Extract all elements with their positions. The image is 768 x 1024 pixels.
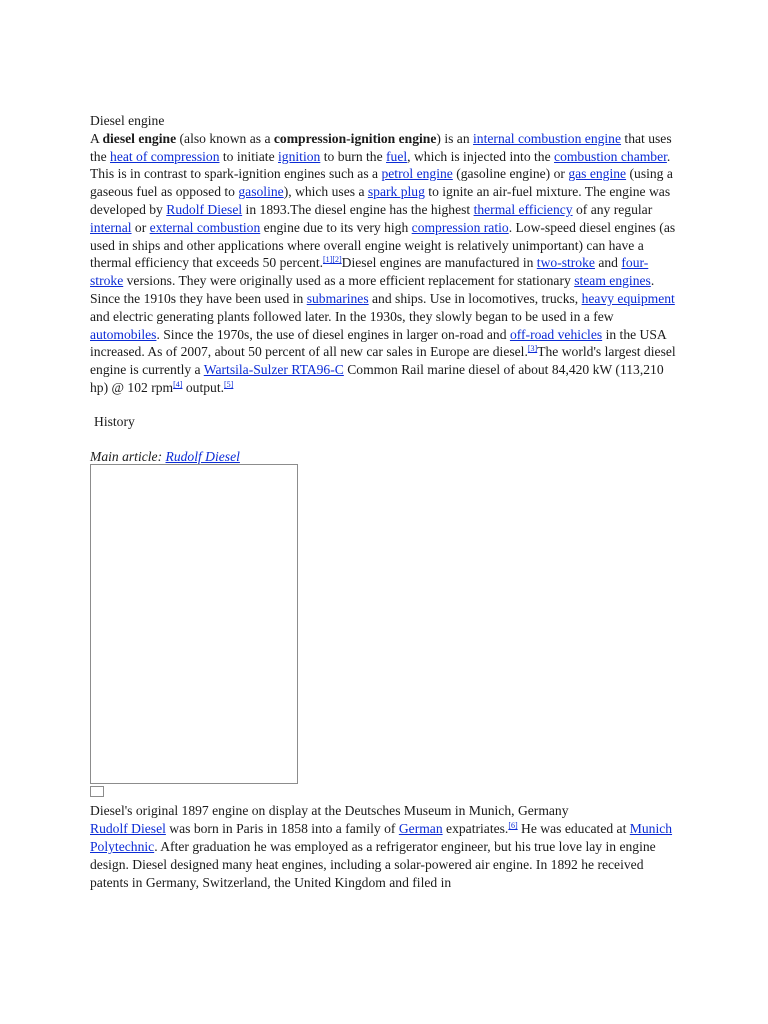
text: output. — [182, 379, 224, 395]
citation-4[interactable]: [4] — [173, 379, 183, 389]
text: and ships. Use in locomotives, trucks, — [368, 290, 582, 306]
citation-3[interactable]: [3] — [527, 344, 538, 354]
section-heading-history: History — [94, 413, 135, 429]
link-four-stroke[interactable]: four-stroke — [90, 255, 649, 289]
text: in the USA increased. As of 2007, about 50 percent of all new car sales in Europe are diesel. — [90, 326, 666, 360]
link-external-combustion[interactable]: external combustion — [149, 219, 261, 235]
text: of any regular — [572, 201, 653, 217]
engine-figure — [90, 464, 298, 802]
text: , which is injected into the — [407, 148, 555, 164]
link-steam-engines[interactable]: steam engines — [574, 273, 651, 289]
figure-caption: Diesel's original 1897 engine on display at the Deutsches Museum in Munich, Germany — [90, 803, 569, 819]
text: versions. They were originally used as a more efficient replacement for stationary — [123, 273, 575, 289]
text: that uses the — [90, 130, 672, 164]
link-munich-polytechnic[interactable]: Munich Polytechnic — [90, 821, 673, 854]
text: . Since the 1970s, the use of diesel engines in larger on-road and — [156, 326, 510, 342]
text: . Since the 1910s they have been used in — [90, 273, 655, 306]
link-two-stroke[interactable]: two-stroke — [536, 255, 595, 271]
page-title: Diesel engine — [90, 113, 165, 128]
text: Common Rail marine diesel of about 84,420 kW (113,210 hp) @ 102 rpm — [90, 362, 664, 395]
link-main-article-rudolf-diesel[interactable]: Rudolf Diesel — [165, 448, 240, 464]
text: ) is an — [436, 130, 474, 146]
text: was born in Paris in 1858 into a family of — [165, 821, 399, 837]
link-wartsila-sulzer[interactable]: Wartsila-Sulzer RTA96-C — [203, 362, 344, 378]
text: . Low-speed diesel engines (as used in ships and other applications where overall engine weight is relatively unimportant) can have a thermal efficiency that exceeds 50 percent. — [90, 219, 676, 271]
text: to initiate — [219, 148, 279, 164]
article — [90, 112, 680, 891]
text: (also known as a — [176, 130, 274, 146]
main-article-prefix: Main article: — [90, 448, 166, 464]
bold-term: compression-ignition engine — [273, 130, 437, 146]
link-fuel[interactable]: fuel — [386, 148, 408, 164]
text: to ignite an air-fuel mixture. The engine was developed by — [90, 184, 671, 217]
text: Diesel engines are manufactured in — [341, 255, 537, 271]
link-rudolf-diesel[interactable]: Rudolf Diesel — [166, 201, 243, 217]
text: in 1893.The diesel engine has the highest — [242, 201, 474, 217]
intro-paragraph — [90, 130, 680, 397]
link-german[interactable]: German — [398, 821, 443, 837]
text: . This is in contrast to spark-ignition engines such as a — [90, 148, 671, 182]
link-petrol-engine[interactable]: petrol engine — [381, 166, 453, 182]
link-thermal-efficiency[interactable]: thermal efficiency — [473, 201, 573, 217]
text: and electric generating plants followed later. In the 1930s, they slowly began to be used in a few — [90, 308, 614, 324]
link-heavy-equipment[interactable]: heavy equipment — [581, 290, 675, 306]
text: The world's largest diesel engine is currently a — [90, 344, 676, 378]
link-gasoline[interactable]: gasoline — [238, 184, 284, 200]
text: ), which uses a — [283, 184, 368, 200]
text: expatriates. — [442, 821, 509, 837]
text: . After graduation he was employed as a refrigerator engineer, but his true love lay in engine design. Diesel designed many heat engines, including a solar-powered air engine. In 1892 he received patents in Germany, Switzerland, the United Kingdom and filed in — [90, 838, 656, 890]
link-heat-of-compression[interactable]: heat of compression — [110, 148, 220, 164]
citation-6[interactable]: [6] — [508, 821, 518, 831]
citation-5[interactable]: [5] — [224, 379, 234, 389]
broken-image-icon[interactable] — [90, 786, 104, 797]
text: or — [131, 219, 150, 235]
link-internal-combustion-engine[interactable]: internal combustion engine — [473, 130, 622, 146]
link-automobiles[interactable]: automobiles — [90, 326, 157, 342]
link-compression-ratio[interactable]: compression ratio — [411, 219, 509, 235]
link-off-road-vehicles[interactable]: off-road vehicles — [509, 326, 603, 342]
text: (gasoline engine) or — [452, 166, 569, 182]
text: to burn the — [320, 148, 387, 164]
text: He was educated at — [517, 821, 630, 837]
text: (using a gaseous fuel as opposed to — [90, 166, 673, 200]
link-rudolf-diesel-history[interactable]: Rudolf Diesel — [90, 821, 166, 837]
link-internal[interactable]: internal — [90, 219, 132, 235]
text: A — [90, 130, 103, 146]
bold-term: diesel engine — [102, 130, 177, 146]
text: engine due to its very high — [260, 219, 412, 235]
history-paragraph — [90, 820, 680, 891]
citation-1-2[interactable]: [1][2] — [323, 255, 342, 265]
main-article-note — [90, 448, 680, 466]
link-submarines[interactable]: submarines — [306, 290, 369, 306]
link-gas-engine[interactable]: gas engine — [568, 166, 627, 182]
link-combustion-chamber[interactable]: combustion chamber — [554, 148, 667, 164]
text: and — [594, 255, 622, 271]
figure-image-frame[interactable] — [90, 464, 298, 784]
link-ignition[interactable]: ignition — [278, 148, 321, 164]
link-spark-plug[interactable]: spark plug — [367, 184, 425, 200]
